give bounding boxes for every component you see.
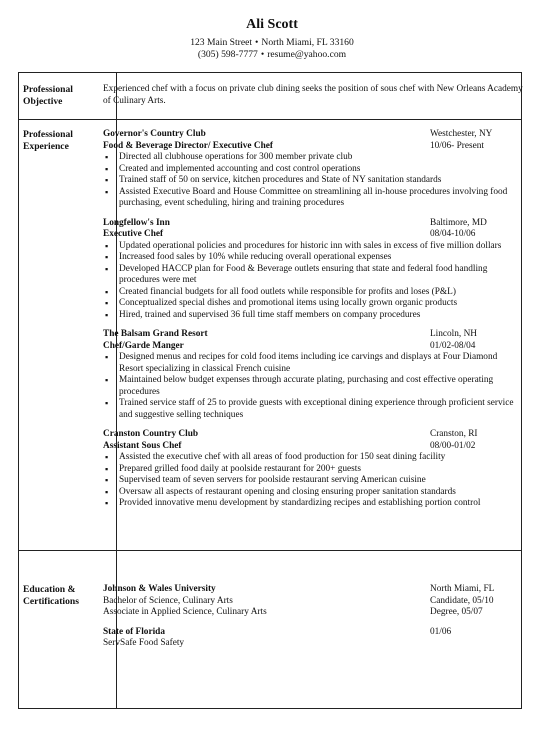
job-bullet: ▪ Prepared grilled food daily at poolside restaurant for 200+ guests (103, 464, 523, 476)
objective-section (103, 84, 523, 107)
resume-name: Ali Scott (246, 17, 298, 32)
education-label: Education & Certifications (23, 584, 79, 607)
cert-organization: State of Florida (103, 626, 165, 637)
degree: Associate in Applied Science, Culinary Arts (103, 607, 267, 617)
row-divider (19, 119, 521, 120)
address-street: 123 Main Street (190, 37, 253, 48)
degree-status: Degree, 05/07 (430, 607, 483, 617)
employer: Governor's Country Club (103, 129, 206, 139)
job-bullet: ▪ Created financial budgets for all food outlets while responsible for profits and loses (P&L) (103, 287, 523, 299)
employer: Cranston Country Club (103, 429, 199, 439)
job-bullet: ▪ Increased food sales by 10% while reducing overall operational expenses (103, 252, 523, 264)
row-divider (19, 550, 521, 551)
objective-label: Professional Objective (23, 84, 73, 107)
job-location: Westchester, NY (430, 129, 493, 139)
job-bullet: ▪ Maintained below budget expenses through accurate plating, purchasing and cost effective operating procedures (103, 375, 523, 398)
email: resume@yahoo.com (267, 49, 347, 60)
job-title: Assistant Sous Chef (103, 440, 182, 451)
job-bullet: ▪ Designed menus and recipes for cold food items including ice carvings and displays at Four Diamond Resort specializing in classical French cuisine (103, 352, 523, 375)
cert-name: ServSafe Food Safety (103, 638, 185, 648)
school-location: North Miami, FL (430, 584, 495, 594)
job-dates: 01/02-08/04 (430, 340, 476, 351)
separator: • (255, 37, 259, 48)
degree: Bachelor of Science, Culinary Arts (103, 595, 233, 606)
objective-text: Experienced chef with a focus on private club dining seeks the position of sous chef with New Orleans Academy of Culinary Arts. (103, 84, 523, 106)
experience-section (103, 129, 523, 510)
separator: • (260, 49, 265, 60)
job-bullet: ▪ Assisted Executive Board and House Committee on streamlining all in-house procedures involving food purchasing, event scheduling, hiring and training procedures (103, 187, 523, 210)
job-bullet: ▪ Conceptualized special dishes and promotional items using locally grown organic products (103, 298, 523, 310)
job-location: Baltimore, MD (430, 217, 487, 228)
job-title: Chef/Garde Manger (103, 340, 184, 351)
job-bullet: ▪ Developed HACCP plan for Food & Beverage outlets ensuring that state and federal food handling procedures were met (103, 264, 523, 287)
job-entry (103, 429, 523, 510)
phone: (305) 598-7777 (197, 49, 258, 60)
job-bullet: ▪ Created and implemented accounting and cost control operations (103, 164, 523, 176)
job-entry (103, 218, 523, 322)
job-bullet: ▪ Updated operational policies and procedures for historic inn with sales in excess of five million dollars (103, 241, 523, 253)
job-bullet: ▪ Directed all clubhouse operations for 300 member private club (103, 152, 523, 164)
job-bullet: ▪ Trained staff of 50 on service, kitchen procedures and State of NY sanitation standards (103, 175, 523, 187)
employer: The Balsam Grand Resort (103, 329, 208, 339)
cert-date: 01/06 (430, 626, 452, 637)
resume-table (18, 72, 522, 709)
job-entry (103, 129, 523, 210)
job-location: Lincoln, NH (430, 329, 477, 339)
school-name: Johnson & Wales University (103, 584, 216, 594)
job-entry (103, 329, 523, 421)
job-dates: 08/04-10/06 (430, 229, 476, 239)
job-bullet: ▪ Assisted the executive chef with all areas of food production for 150 seat dining facility (103, 452, 523, 464)
experience-label: Professional Experience (23, 129, 73, 152)
job-bullet: ▪ Provided innovative menu development by standardizing recipes and establishing portion control (103, 498, 523, 510)
job-title: Executive Chef (103, 229, 164, 239)
job-bullet: ▪ Supervised team of seven servers for poolside restaurant serving American cuisine (103, 475, 523, 487)
address-city: North Miami, FL 33160 (261, 37, 354, 48)
employer: Longfellow's Inn (103, 217, 170, 228)
job-dates: 10/06- Present (430, 140, 484, 151)
address-line (0, 37, 544, 48)
job-bullet: ▪ Trained service staff of 25 to provide guests with exceptional dining experience through proficient service and suggestive selling techniques (103, 398, 523, 421)
degree-status: Candidate, 05/10 (430, 595, 494, 606)
job-bullet: ▪ Oversaw all aspects of restaurant opening and closing ensuring proper sanitation standards (103, 487, 523, 499)
contact-line (0, 49, 544, 60)
job-title: Food & Beverage Director/ Executive Chef (103, 140, 273, 151)
job-dates: 08/00-01/02 (430, 440, 476, 451)
education-section (103, 584, 523, 650)
job-bullet: ▪ Hired, trained and supervised 36 full time staff members on company procedures (103, 310, 523, 322)
job-location: Cranston, RI (430, 429, 478, 439)
